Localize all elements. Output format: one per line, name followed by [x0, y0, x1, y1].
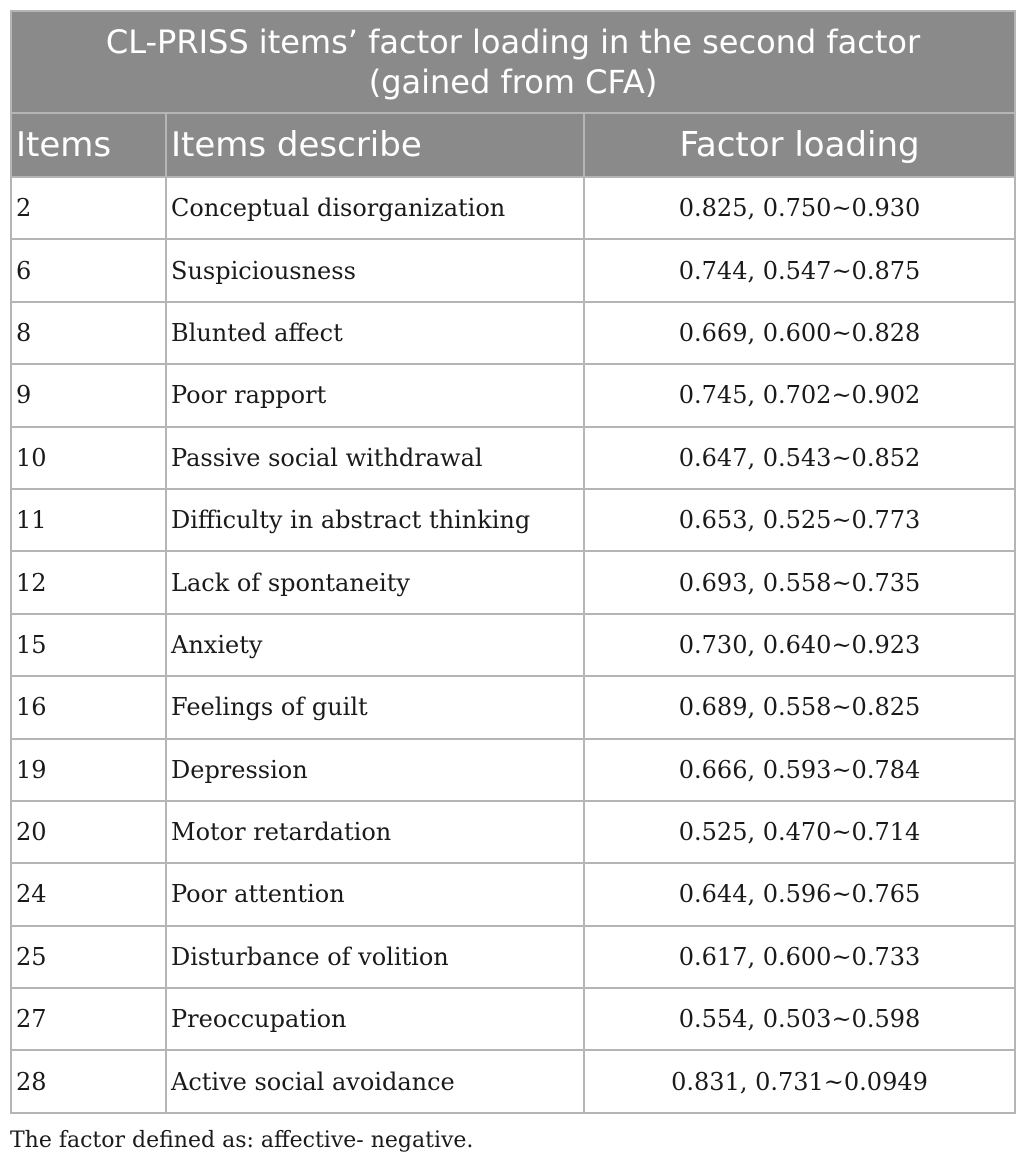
factor-loading-table: [10, 10, 1016, 1114]
table-footnote: The factor defined as: affective- negative.: [10, 1128, 474, 1153]
item-description-cell: Active social avoidance: [166, 1050, 584, 1112]
item-number-cell: 20: [11, 801, 166, 863]
item-number-cell: 25: [11, 926, 166, 988]
table-row: [11, 489, 1015, 551]
table-row: [11, 614, 1015, 676]
factor-loading-cell: 0.554, 0.503~0.598: [584, 988, 1015, 1050]
table-row: [11, 739, 1015, 801]
item-description-cell: Poor rapport: [166, 364, 584, 426]
factor-loading-cell: 0.669, 0.600~0.828: [584, 302, 1015, 364]
factor-loading-cell: 0.617, 0.600~0.733: [584, 926, 1015, 988]
item-number-cell: 9: [11, 364, 166, 426]
table-body: [11, 177, 1015, 1113]
factor-loading-cell: 0.653, 0.525~0.773: [584, 489, 1015, 551]
item-description-cell: Blunted affect: [166, 302, 584, 364]
factor-loading-table-container: [10, 10, 1014, 1114]
column-header-items-describe: Items describe: [166, 113, 584, 177]
table-row: [11, 926, 1015, 988]
item-number-cell: 8: [11, 302, 166, 364]
factor-loading-cell: 0.647, 0.543~0.852: [584, 427, 1015, 489]
table-row: [11, 427, 1015, 489]
table-row: [11, 1050, 1015, 1112]
factor-loading-cell: 0.744, 0.547~0.875: [584, 239, 1015, 301]
item-description-cell: Conceptual disorganization: [166, 177, 584, 239]
factor-loading-cell: 0.689, 0.558~0.825: [584, 676, 1015, 738]
item-number-cell: 19: [11, 739, 166, 801]
item-number-cell: 27: [11, 988, 166, 1050]
table-title: [11, 11, 1015, 113]
item-number-cell: 24: [11, 863, 166, 925]
factor-loading-cell: 0.825, 0.750~0.930: [584, 177, 1015, 239]
item-number-cell: 6: [11, 239, 166, 301]
item-description-cell: Depression: [166, 739, 584, 801]
item-description-cell: Feelings of guilt: [166, 676, 584, 738]
table-title-line-2: (gained from CFA): [368, 63, 658, 101]
table-row: [11, 177, 1015, 239]
table-row: [11, 239, 1015, 301]
table-row: [11, 302, 1015, 364]
factor-loading-cell: 0.730, 0.640~0.923: [584, 614, 1015, 676]
table-row: [11, 364, 1015, 426]
item-description-cell: Lack of spontaneity: [166, 551, 584, 613]
factor-loading-cell: 0.745, 0.702~0.902: [584, 364, 1015, 426]
factor-loading-cell: 0.693, 0.558~0.735: [584, 551, 1015, 613]
item-number-cell: 28: [11, 1050, 166, 1112]
table-row: [11, 863, 1015, 925]
item-number-cell: 12: [11, 551, 166, 613]
factor-loading-cell: 0.525, 0.470~0.714: [584, 801, 1015, 863]
table-title-row: [11, 11, 1015, 113]
column-header-items: Items: [11, 113, 166, 177]
column-header-factor-loading: Factor loading: [584, 113, 1015, 177]
item-description-cell: Preoccupation: [166, 988, 584, 1050]
item-number-cell: 2: [11, 177, 166, 239]
item-number-cell: 11: [11, 489, 166, 551]
table-row: [11, 676, 1015, 738]
item-description-cell: Anxiety: [166, 614, 584, 676]
factor-loading-cell: 0.666, 0.593~0.784: [584, 739, 1015, 801]
table-row: [11, 801, 1015, 863]
table-row: [11, 551, 1015, 613]
table-header-row: [11, 113, 1015, 177]
item-description-cell: Disturbance of volition: [166, 926, 584, 988]
item-description-cell: Suspiciousness: [166, 239, 584, 301]
item-number-cell: 16: [11, 676, 166, 738]
table-title-line-1: CL-PRISS items’ factor loading in the second factor: [105, 23, 921, 61]
table-row: [11, 988, 1015, 1050]
factor-loading-cell: 0.644, 0.596~0.765: [584, 863, 1015, 925]
item-description-cell: Passive social withdrawal: [166, 427, 584, 489]
item-number-cell: 10: [11, 427, 166, 489]
item-description-cell: Poor attention: [166, 863, 584, 925]
item-description-cell: Difficulty in abstract thinking: [166, 489, 584, 551]
item-number-cell: 15: [11, 614, 166, 676]
factor-loading-cell: 0.831, 0.731~0.0949: [584, 1050, 1015, 1112]
item-description-cell: Motor retardation: [166, 801, 584, 863]
